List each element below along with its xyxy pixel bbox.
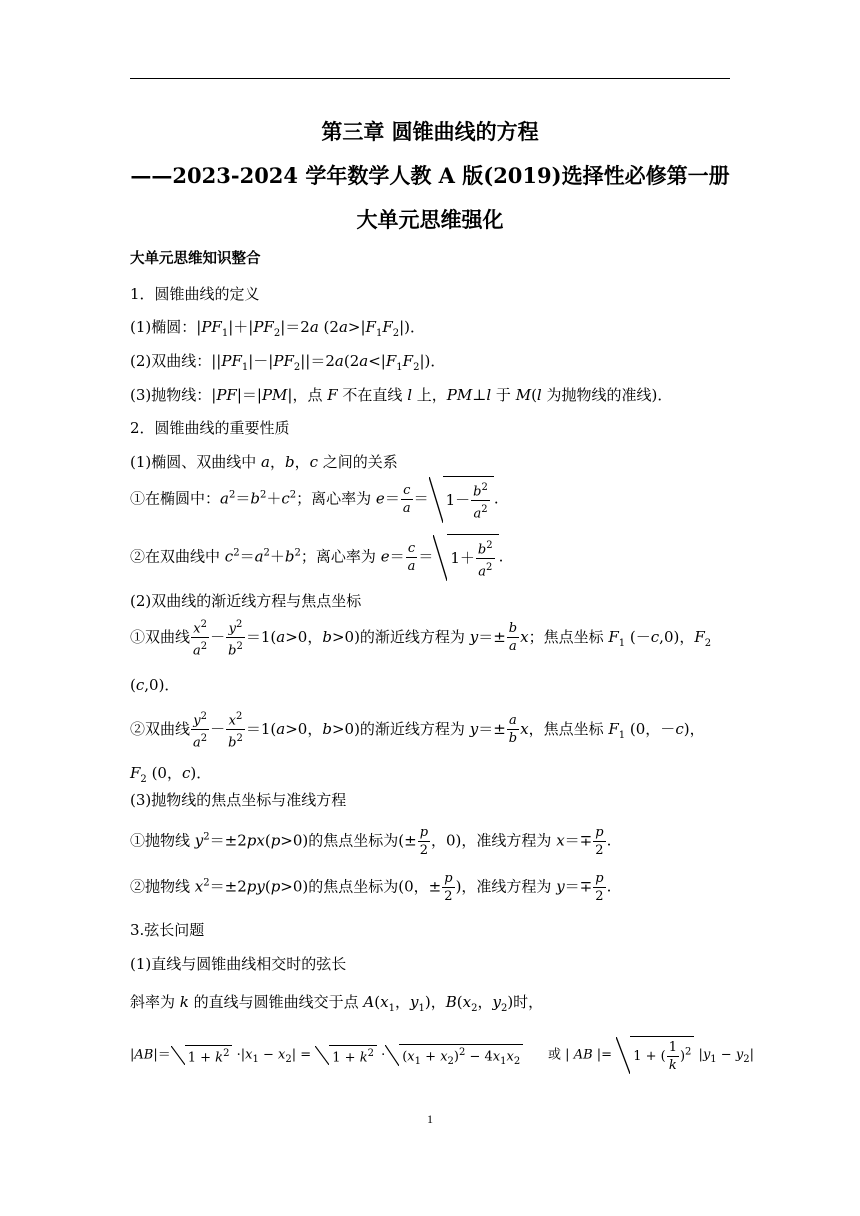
asymptote-heading: (2)双曲线的渐近线方程与焦点坐标 (130, 592, 362, 610)
page-title: 第三章 圆锥曲线的方程 (321, 119, 539, 144)
parabola-focus-heading: (3)抛物线的焦点坐标与准线方程 (130, 791, 347, 809)
page-number: 1 (427, 1112, 433, 1126)
page-subtitle-2: 大单元思维强化 (356, 207, 504, 232)
header-rule (130, 78, 730, 79)
heading-chord: 3.弦长问题 (130, 921, 205, 939)
parabola-y-focus: ②抛物线 $x^2=\pm 2py(p>0)$的焦点坐标为(0，± $\frac{p}{2}$ )，准线方程为 y＝∓ $\frac{p}{2}$ . (130, 871, 612, 904)
hyperbola-x-focus-cont: (c,0)． (130, 676, 180, 694)
page-subtitle: ——2023-2024 学年数学人教 A 版(2019)选择性必修第一册 (130, 163, 730, 188)
ellipse-definition: (1)椭圆：$|PF_1|+|PF_2|=2a$ $(2a>|F_1F_2|)$． (130, 318, 426, 339)
ellipse-eccentricity: ①在椭圆中：$a^2=b^2+c^2$；离心率为 e＝ $\frac{c}{a}$ ＝ 1－ $\frac{b^2}{a^2}$ . (130, 476, 499, 523)
hyperbola-y-focus-cont: $F_2$ (0，c)． (130, 764, 212, 785)
parabola-definition: (3)抛物线：|PF|＝|PM|，点 F 不在直线 l 上，PM⊥l 于 M(l 为抛物线的准线)． (130, 386, 673, 404)
chord-length-formula: $|AB|= 1 + k^2 \cdot|x_1 - x_2| = 1 + k^2 \cdot (x_1 + x_2)^2 - 4x_1x_2$ 或 | AB |= 1 + ( $\frac{1}{k}$ )$^2$ $|y_1 - y_2|$ (130, 1036, 754, 1074)
abc-relation-heading: (1)椭圆、双曲线中 a，b，c 之间的关系 (130, 453, 398, 471)
heading-definitions: 1．圆锥曲线的定义 (130, 285, 260, 303)
hyperbola-x-asymptote: ①双曲线 $\frac{x^2}{a^2}$ － $\frac{y^2}{b^2}$ ＝1(a>0，b>0)的渐近线方程为 y＝± $\frac{b}{a}$ x；焦点坐标 $F_1$ (－c,0)，$F_2$ (130, 616, 711, 660)
parabola-x-focus: ①抛物线 $y^2=\pm 2px(p>0)$的焦点坐标为(± $\frac{p}{2}$ ，0)，准线方程为 x＝∓ $\frac{p}{2}$ . (130, 825, 612, 858)
heading-properties: 2．圆锥曲线的重要性质 (130, 419, 290, 437)
hyperbola-eccentricity: ②在双曲线中 $c^2=a^2+b^2$；离心率为 e＝ $\frac{c}{a}$ ＝ 1＋ $\frac{b^2}{a^2}$ . (130, 534, 503, 581)
hyperbola-definition: (2)双曲线：$||PF_1|-|PF_2||=2a(2a<|F_1F_2|)$． (130, 352, 446, 373)
chord-length-heading: (1)直线与圆锥曲线相交时的弦长 (130, 955, 347, 973)
hyperbola-y-asymptote: ②双曲线 $\frac{y^2}{a^2}$ － $\frac{x^2}{b^2}$ ＝1(a>0，b>0)的渐近线方程为 y＝± $\frac{a}{b}$ x，焦点坐标 $F_1$ (0，－c)， (130, 708, 705, 752)
section-heading: 大单元思维知识整合 (130, 251, 261, 267)
chord-intro: 斜率为 k 的直线与圆锥曲线交于点 $A(x_1$，$y_1$)，$B(x_2$，$y_2$)时， (130, 993, 544, 1014)
